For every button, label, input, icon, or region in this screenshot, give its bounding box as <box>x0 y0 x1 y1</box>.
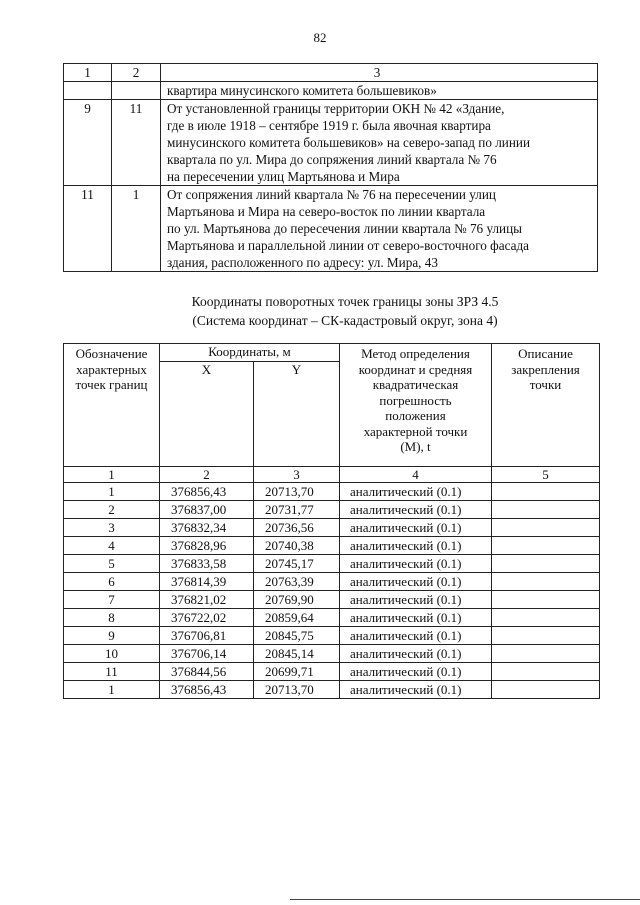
point-description <box>492 573 600 591</box>
row-to-number <box>112 82 161 100</box>
point-description <box>492 645 600 663</box>
coord-x: 376833,58 <box>160 555 254 573</box>
row-description <box>161 100 598 186</box>
coord-x: 376706,81 <box>160 627 254 645</box>
coord-row <box>64 663 600 681</box>
description-line: квартала по ул. Мира до сопряжения линий квартала № 76 <box>167 152 497 167</box>
header-method-line: (M), t <box>400 439 431 454</box>
column-number: 3 <box>254 467 340 483</box>
point-designation: 8 <box>64 609 160 627</box>
header-description-line: закрепления <box>511 361 580 377</box>
method-value: аналитический (0.1) <box>340 591 492 609</box>
point-description <box>492 537 600 555</box>
row-to-number: 11 <box>112 100 161 186</box>
header-x: X <box>160 362 254 467</box>
description-line: где в июле 1918 – сентябре 1919 г. была явочная квартира <box>167 118 491 133</box>
coord-y: 20745,17 <box>254 555 340 573</box>
method-value: аналитический (0.1) <box>340 483 492 501</box>
description-line: Мартьянова и Мира на северо-восток по линии квартала <box>167 204 486 219</box>
row-from-number: 11 <box>64 186 112 272</box>
point-designation: 4 <box>64 537 160 555</box>
coord-x: 376837,00 <box>160 501 254 519</box>
coord-row <box>64 537 600 555</box>
coord-y: 20713,70 <box>254 483 340 501</box>
coord-y: 20713,70 <box>254 681 340 699</box>
coord-y: 20845,14 <box>254 645 340 663</box>
coord-row <box>64 645 600 663</box>
coord-row <box>64 555 600 573</box>
coord-x: 376821,02 <box>160 591 254 609</box>
header-designation <box>64 344 160 467</box>
coord-y: 20769,90 <box>254 591 340 609</box>
coord-x: 376832,34 <box>160 519 254 537</box>
section-title <box>0 292 640 330</box>
point-designation: 5 <box>64 555 160 573</box>
method-value: аналитический (0.1) <box>340 609 492 627</box>
coord-row <box>64 609 600 627</box>
boundary-description-table <box>63 63 598 272</box>
point-designation: 11 <box>64 663 160 681</box>
method-value: аналитический (0.1) <box>340 519 492 537</box>
coord-y: 20731,77 <box>254 501 340 519</box>
coord-row <box>64 573 600 591</box>
coord-x: 376828,96 <box>160 537 254 555</box>
header-description <box>492 344 600 467</box>
header-method-line: координат и средняя <box>358 361 473 377</box>
method-value: аналитический (0.1) <box>340 573 492 591</box>
description-line: на пересечении улиц Мартьянова и Мира <box>167 169 400 184</box>
point-description <box>492 663 600 681</box>
table-row <box>64 186 598 272</box>
point-description <box>492 681 600 699</box>
page-number: 82 <box>313 30 327 45</box>
method-value: аналитический (0.1) <box>340 627 492 645</box>
point-designation: 10 <box>64 645 160 663</box>
coord-x: 376844,56 <box>160 663 254 681</box>
method-value: аналитический (0.1) <box>340 537 492 555</box>
coord-y: 20699,71 <box>254 663 340 681</box>
column-number: 2 <box>160 467 254 483</box>
point-description <box>492 627 600 645</box>
point-description <box>492 483 600 501</box>
header-method-line: погрешность <box>379 392 452 408</box>
method-value: аналитический (0.1) <box>340 555 492 573</box>
coord-y: 20740,38 <box>254 537 340 555</box>
section-title-line-2: (Система координат – СК-кадастровый округ, зона 4) <box>192 313 498 328</box>
coord-x: 376706,14 <box>160 645 254 663</box>
header-method-line: квадратическая <box>372 377 459 392</box>
point-designation: 7 <box>64 591 160 609</box>
point-designation: 3 <box>64 519 160 537</box>
header-designation-line: характерных <box>76 361 147 377</box>
coord-x: 376856,43 <box>160 483 254 501</box>
point-description <box>492 555 600 573</box>
header-col-3: 3 <box>161 64 598 82</box>
header-method-line: Метод определения <box>361 346 470 361</box>
table-row <box>64 100 598 186</box>
table-header-row <box>64 64 598 82</box>
coord-row <box>64 501 600 519</box>
point-description <box>492 591 600 609</box>
row-from-number: 9 <box>64 100 112 186</box>
point-description <box>492 501 600 519</box>
column-number-row <box>64 467 600 483</box>
description-line: по ул. Мартьянова до пересечения линии квартала № 76 улицы <box>167 221 523 236</box>
coord-row <box>64 483 600 501</box>
coord-row <box>64 591 600 609</box>
header-col-1: 1 <box>64 64 112 82</box>
point-description <box>492 519 600 537</box>
description-line: От установленной границы территории ОКН № 42 «Здание, <box>167 101 505 116</box>
coord-x: 376722,02 <box>160 609 254 627</box>
description-line: Мартьянова и параллельной линии от северо-восточного фасада <box>167 238 530 253</box>
row-to-number: 1 <box>112 186 161 272</box>
header-method <box>340 344 492 467</box>
header-description-line: Описание <box>518 346 573 361</box>
header-col-2: 2 <box>112 64 161 82</box>
method-value: аналитический (0.1) <box>340 663 492 681</box>
coord-x: 376856,43 <box>160 681 254 699</box>
table-row <box>64 82 598 100</box>
row-from-number <box>64 82 112 100</box>
header-description-line: точки <box>529 377 562 392</box>
coord-y: 20763,39 <box>254 573 340 591</box>
method-value: аналитический (0.1) <box>340 681 492 699</box>
section-title-line-1: Координаты поворотных точек границы зоны ЗРЗ 4.5 <box>191 294 499 309</box>
point-description <box>492 609 600 627</box>
header-method-line: положения <box>385 408 446 423</box>
header-y: Y <box>254 362 340 467</box>
description-line: От сопряжения линий квартала № 76 на пересечении улиц <box>167 187 496 202</box>
point-designation: 2 <box>64 501 160 519</box>
coord-row <box>64 681 600 699</box>
coordinates-table <box>63 343 600 699</box>
coord-header-row-1 <box>64 344 600 362</box>
coord-y: 20859,64 <box>254 609 340 627</box>
point-designation: 9 <box>64 627 160 645</box>
header-designation-line: Обозначение <box>75 346 148 361</box>
row-description <box>161 82 598 100</box>
header-coordinates: Координаты, м <box>160 344 340 362</box>
coord-row <box>64 519 600 537</box>
coord-x: 376814,39 <box>160 573 254 591</box>
point-designation: 6 <box>64 573 160 591</box>
point-designation: 1 <box>64 483 160 501</box>
coord-row <box>64 627 600 645</box>
coord-y: 20736,56 <box>254 519 340 537</box>
header-designation-line: точек границ <box>75 377 148 392</box>
bottom-rule <box>290 899 640 900</box>
column-number: 5 <box>492 467 600 483</box>
method-value: аналитический (0.1) <box>340 645 492 663</box>
description-line: квартира минусинского комитета большевиков» <box>167 83 437 98</box>
description-line: здания, расположенного по адресу: ул. Мира, 43 <box>167 255 438 270</box>
column-number: 1 <box>64 467 160 483</box>
coord-y: 20845,75 <box>254 627 340 645</box>
column-number: 4 <box>340 467 492 483</box>
point-designation: 1 <box>64 681 160 699</box>
description-line: минусинского комитета большевиков» на северо-запад по линии <box>167 135 531 150</box>
method-value: аналитический (0.1) <box>340 501 492 519</box>
row-description <box>161 186 598 272</box>
header-method-line: характерной точки <box>363 423 468 439</box>
